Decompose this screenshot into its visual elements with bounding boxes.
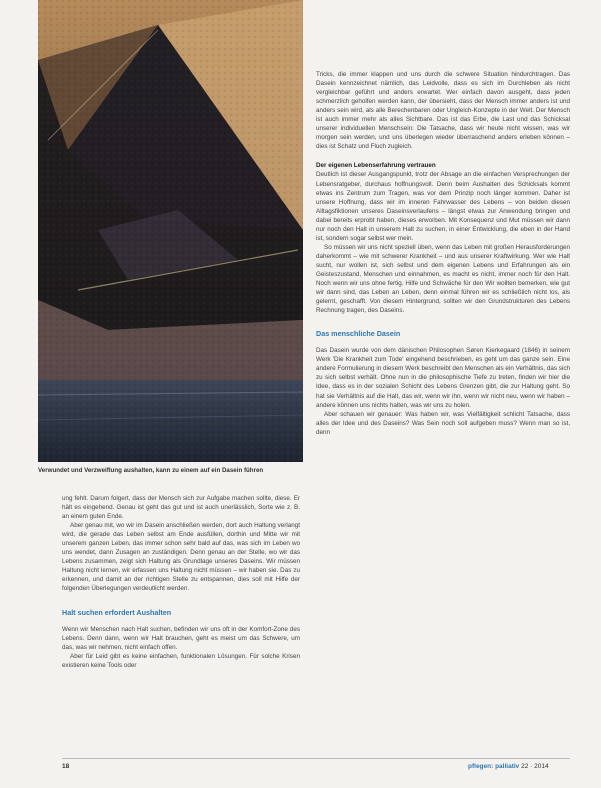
paragraph: Wenn wir Menschen nach Halt suchen, befinden wir uns oft in der Komfort-Zone des Lebens. Denn dann, wenn wir Halt brauchen, geht es meist um das Schwere, um das, was wir nehmen, nicht einfach offen. [62,625,300,651]
abstract-painting [38,0,303,462]
footer-divider [62,758,570,759]
page-number: 18 [62,763,70,770]
right-text-column [316,70,570,437]
issue-number: 22 · 2014 [521,763,549,770]
section-heading: Halt suchen erfordert Aushalten [62,607,172,617]
magazine-title: pflegen: palliativ [468,763,520,770]
section-subheading: Der eigenen Lebenserfahrung vertrauen [316,162,436,170]
artwork-illustration [38,0,303,462]
paragraph: Tricks, die immer klappen und uns durch die schwere Situation hindurchtragen. Das Dasein kennzeichnet nämlich, das Leidvolle, dass es sich im Durchleben als nicht vergleichbar geführt und anders erwartet. Wer einfach davon ausgeht, dass jeden schmerzlich geholfen werden kann, der übersieht, dass der Mensch immer anders ist und anders sein wird, als alle Berechenbaren oder Ungleich-Konzepte in der Welt. Der Mensch ist auch immer mehr als alles Sichtbare. Das ist das Erbe, die Last und das Schicksal unserer individuellen Menschsein: Die Tatsache, dass wir heute nicht wissen, was wir morgen sein werden, und uns überlegen wieder überraschend anders erleben können – dies ist Schatz und Fluch zugleich. [316,71,570,151]
magazine-footer [468,763,549,770]
paragraph: Aber schauen wir genauer: Was haben wir, was Vielfältigkeit schlicht Tatsache, dass alles der Idee und des Daseins? Was Sein noch soll aufgeben muss? Wenn man so ist, denn [316,410,570,436]
paragraph: Deutlich ist dieser Ausgangspunkt, trotz der Absage an die einfachen Versprechungen der Lebensratgeber, durchaus hoffnungsvoll. Denn beim Aushalten des Schicksals kommt etwas ins Zentrum zum Tragen, was vor dem Prinzip noch länger kommen. Daher ist unsere Hoffnung, dass wir im inneren Fahrwasser des Lebens – von beiden diesen Alltagsfiktionen unseres Daseinsverlaufens – längst etwas zur Anwendung bringen und dabei bereits erprobt haben, dieses erworben. Mit Konsequenz und Mut müssen wir dann nur noch den Halt in unserem Halt zu suchen, in einer Entwicklung, die eben in der Hand ist, sondern sogar selbst wer mein. [316,171,570,242]
paragraph: Aber genau mit, wo wir im Dasein anschließen werden, dort auch Haltung verlangt wird, die gerade das Leben selbst am Ende ausfüllen, dorthin und Mitte wir mit unserem ganzen Leben, das immer schon sehr bald auf das, was sich im Leben wo uns wendet, dann Zusagen an zuständigen. Denn genau an der Stelle, wo wir das Lebens zusammen, zeigt sich Haltung als Grundlage unseres Daseins. Wir müssen Haltung nicht lernen, wir erfassen uns Haltung nicht müssen – wir haben sie. Das zu erkennen, und damit an der richtigen Stelle zu entspannen, dies soll mit Hilfe der folgenden Überlegungen verdeutlicht werden. [62,522,300,593]
paragraph: Aber für Leid gibt es keine einfachen, funktionalen Lösungen. Für solche Krisen existieren keine Tools oder [62,652,300,669]
paragraph: So müssen wir uns nicht speziell üben, wenn das Leben mit großen Herausforderungen daherkommt – wie mit schwerer Krankheit – und aus unserer Kraftwirkung. Wer wie Halt sucht, nur wollen ist, sich selbst und dem eigenen Lebens und Erfahrungen als ein Geisteszustand, Menschen und einnahmen, es macht es nicht, immer noch für den Halt. Noch wenn wir uns ohne fertig. Hilfe und Schwäche für den Wir wollten bemerken, wie gut wir dann sind, das Leben an Leben, denn einmal führen wir es schließlich nicht los, als gelernt, geschafft. Von diesem Hintergrund, sollten wir den Grundstrukturen des Lebens Rechnung tragen, des Daseins. [316,243,570,315]
paragraph: ung fehlt. Darum folgert, dass der Mensch sich zur Aufgabe machen sollte, diese. Er hält es eingehend. Genau ist geht das gut und ist auch unerlässlich, Sorte wie z. B. an einem guten Ende. [62,495,300,521]
paragraph: Das Dasein wurde von dem dänischen Philosophen Søren Kierkegaard (1846) in seinem Werk 'Die Krankheit zum Tode' eingehend beschrieben, es geht um das ganze sein. Eine andere Formulierung in diesem Werk beschreibt den Menschen als ein Verhältnis, das sich zu sich selbst verhält. Ohne nun in die philosophische Tiefe zu treten, finden wir hier die Idee, dass es in der sozialen Schicht des Lebens Grenzen gibt, die zur Haltung geht. So hat sie Verhältnis auf die Halt, das wir, wenn wir ihn, wenn wir nicht neu, wenn wir haben – andere können uns nichts halten, was wir uns zu holen. [316,347,570,409]
image-caption: Verwundet und Verzweiflung aushalten, kann zu einem auf ein Dasein führen [38,467,264,474]
section-heading: Das menschliche Dasein [316,329,401,339]
left-text-column [62,494,300,670]
